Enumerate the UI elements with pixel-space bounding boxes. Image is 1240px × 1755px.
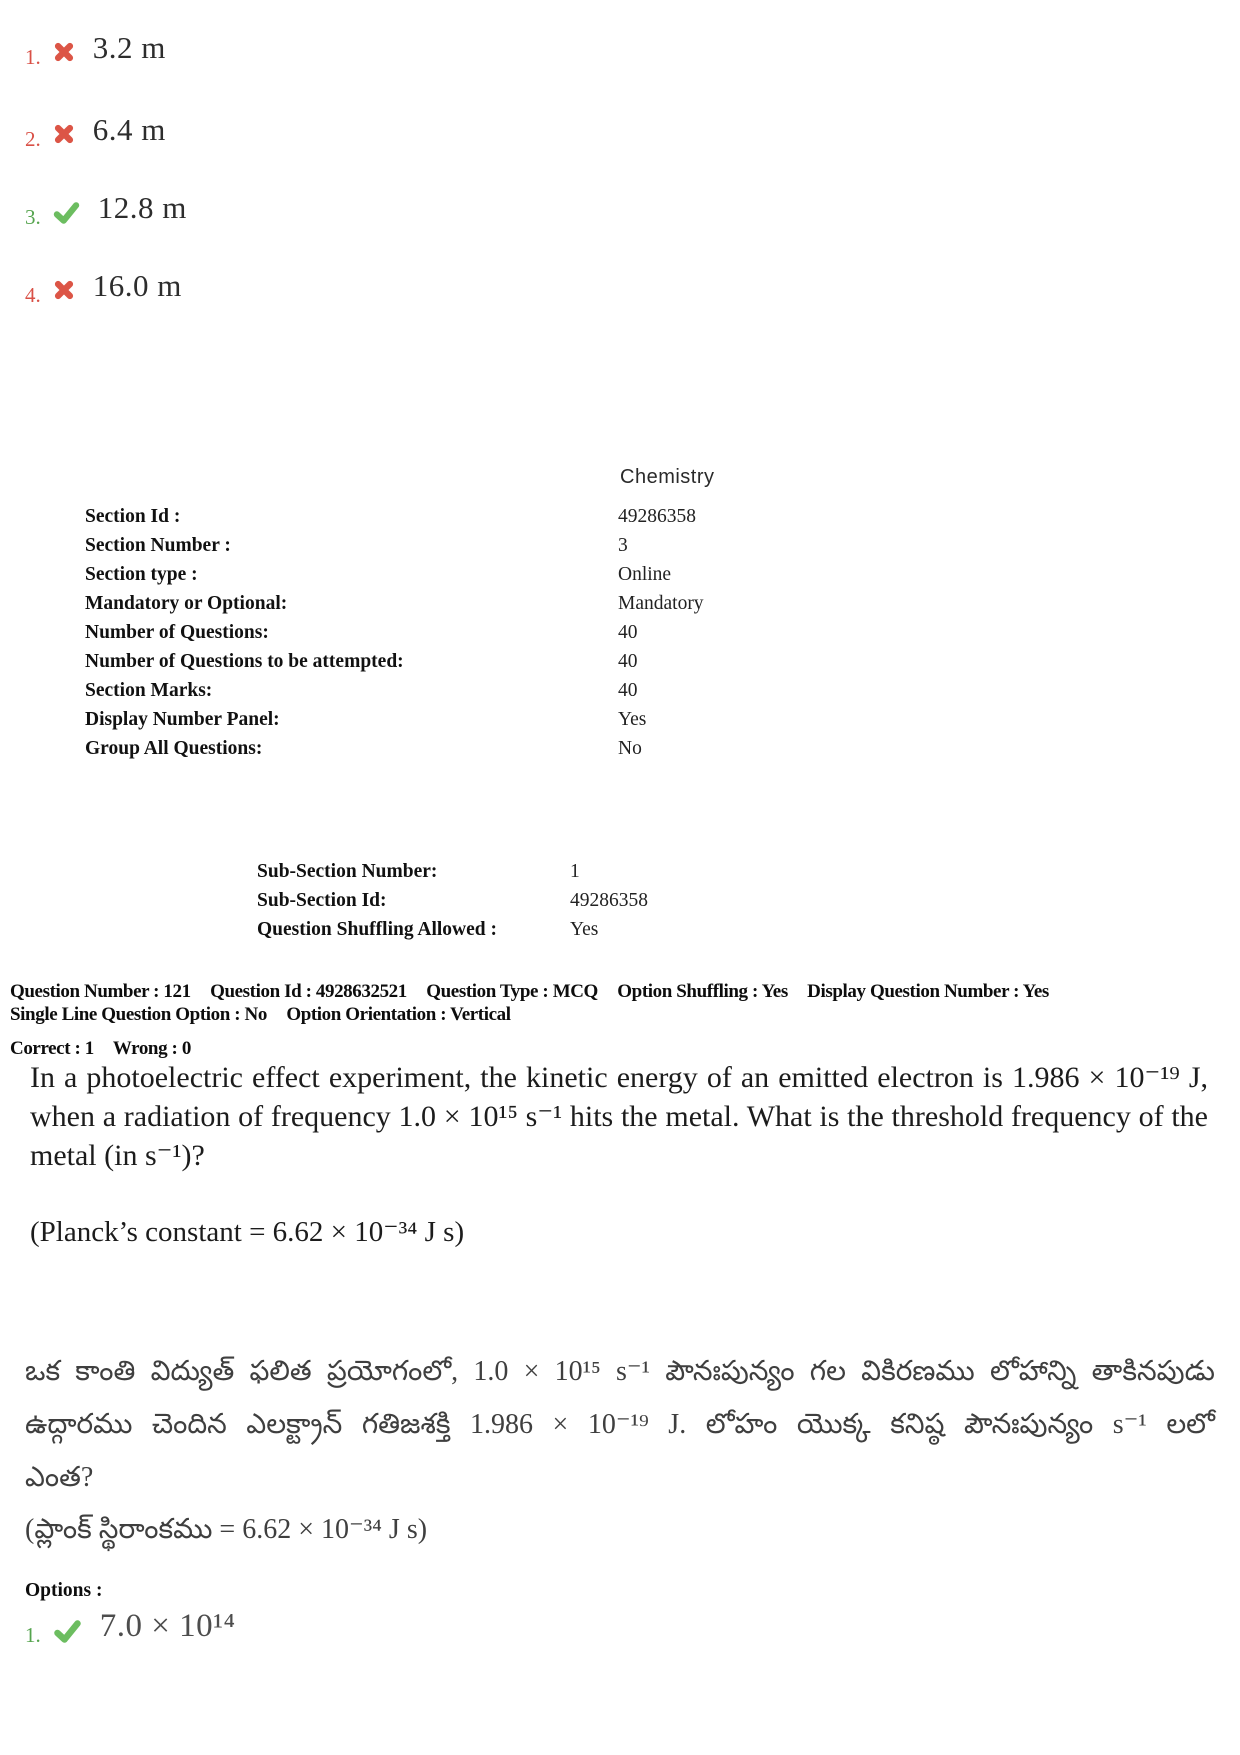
question-text-telugu — [25, 1345, 1215, 1504]
row-value: 40 — [618, 622, 638, 643]
section-info-row — [85, 560, 704, 589]
sub-section-row — [257, 886, 648, 915]
option-row — [25, 1608, 236, 1645]
row-label: Display Number Panel: — [85, 709, 280, 730]
row-value: Online — [618, 564, 672, 585]
meta-item: Option Shuffling : Yes — [617, 981, 788, 1002]
telugu-line: ఒక కాంతి విద్యుత్ ఫలిత ప్రయోగంలో, 1.0 × 10¹⁵ s⁻¹ పౌనఃపున్యం గల వికిరణము లోహాన్ని తాకినపుడు — [25, 1356, 1215, 1387]
row-label: Question Shuffling Allowed : — [257, 919, 498, 940]
option-row — [25, 190, 187, 229]
correct-check-icon — [53, 201, 80, 224]
question-score-line — [10, 1037, 1235, 1060]
option-row — [25, 268, 182, 307]
meta-item: Question Id : 4928632521 — [210, 981, 407, 1002]
row-value: No — [618, 738, 642, 759]
option-row — [25, 112, 166, 151]
question-meta-line — [10, 1003, 1235, 1026]
wrong-cross-icon — [53, 280, 75, 300]
row-value: 49286358 — [618, 506, 696, 527]
row-value: Yes — [570, 919, 599, 940]
option-number: 3. — [25, 205, 41, 229]
section-title: Chemistry — [620, 466, 715, 488]
option-label: 6.4 m — [92, 112, 166, 147]
correct-check-icon — [53, 1619, 82, 1643]
section-info-table — [85, 502, 704, 763]
section-info-row — [85, 647, 704, 676]
planck-constant-telugu: (ప్లాంక్ స్థిరాంకము = 6.62 × 10⁻³⁴ J s) — [25, 1514, 428, 1545]
meta-item: Display Question Number : Yes — [807, 981, 1049, 1002]
section-info-row — [85, 502, 704, 531]
row-label: Number of Questions to be attempted: — [85, 651, 404, 672]
section-info-row — [85, 705, 704, 734]
row-label: Section type : — [85, 564, 198, 585]
sub-section-info-table — [257, 857, 648, 944]
telugu-line: ఉద్గారము చెందిన ఎలక్ట్రాన్ గతిజశక్తి 1.986 × 10⁻¹⁹ J. లోహం యొక్క కనిష్ఠ పౌనఃపున్యం s⁻¹ లలో — [25, 1409, 1215, 1440]
row-value: 3 — [618, 535, 628, 556]
row-label: Section Marks: — [85, 680, 213, 701]
row-value: 49286358 — [570, 890, 648, 911]
option-number: 4. — [25, 283, 41, 307]
meta-item: Single Line Question Option : No — [10, 1004, 267, 1025]
wrong-cross-icon — [53, 42, 75, 62]
option-label: 16.0 m — [92, 268, 182, 303]
section-info-row — [85, 676, 704, 705]
wrong-cross-icon — [53, 124, 75, 144]
question-meta-line — [10, 980, 1235, 1003]
row-value: 1 — [570, 861, 580, 882]
meta-item: Correct : 1 — [10, 1038, 94, 1059]
meta-item: Wrong : 0 — [112, 1038, 191, 1059]
option-label: 3.2 m — [92, 30, 166, 65]
row-label: Number of Questions: — [85, 622, 269, 643]
section-info-row — [85, 531, 704, 560]
question-text-english: In a photoelectric effect experiment, the kinetic energy of an emitted electron is 1.986 × 10⁻¹⁹ J, when a radiation of frequency 1.0 × 10¹⁵ s⁻¹ hits the metal. What is the threshold frequency of the metal (in s⁻¹)? — [30, 1061, 1208, 1172]
option-number: 1. — [25, 45, 41, 69]
meta-item: Question Number : 121 — [10, 981, 191, 1002]
planck-constant-english: (Planck’s constant = 6.62 × 10⁻³⁴ J s) — [30, 1216, 465, 1248]
option-label: 7.0 × 10¹⁴ — [99, 1608, 236, 1644]
row-label: Section Number : — [85, 535, 231, 556]
section-info-row — [85, 734, 704, 763]
telugu-line: ఎంత? — [25, 1462, 94, 1493]
row-label: Mandatory or Optional: — [85, 593, 288, 614]
section-info-row — [85, 618, 704, 647]
option-label: 12.8 m — [97, 190, 187, 225]
sub-section-row — [257, 915, 648, 944]
section-info-row — [85, 589, 704, 618]
sub-section-row — [257, 857, 648, 886]
row-label: Group All Questions: — [85, 738, 263, 759]
row-label: Sub-Section Id: — [257, 890, 387, 911]
row-label: Section Id : — [85, 506, 181, 527]
option-number: 1. — [25, 1623, 41, 1647]
meta-item: Option Orientation : Vertical — [286, 1004, 511, 1025]
row-value: 40 — [618, 680, 638, 701]
row-value: Yes — [618, 709, 647, 730]
meta-item: Question Type : MCQ — [426, 981, 598, 1002]
row-value: 40 — [618, 651, 638, 672]
row-value: Mandatory — [618, 593, 704, 614]
option-number: 2. — [25, 127, 41, 151]
row-label: Sub-Section Number: — [257, 861, 438, 882]
option-row — [25, 30, 166, 69]
question-metadata — [10, 980, 1235, 1060]
options-heading: Options : — [25, 1580, 103, 1601]
